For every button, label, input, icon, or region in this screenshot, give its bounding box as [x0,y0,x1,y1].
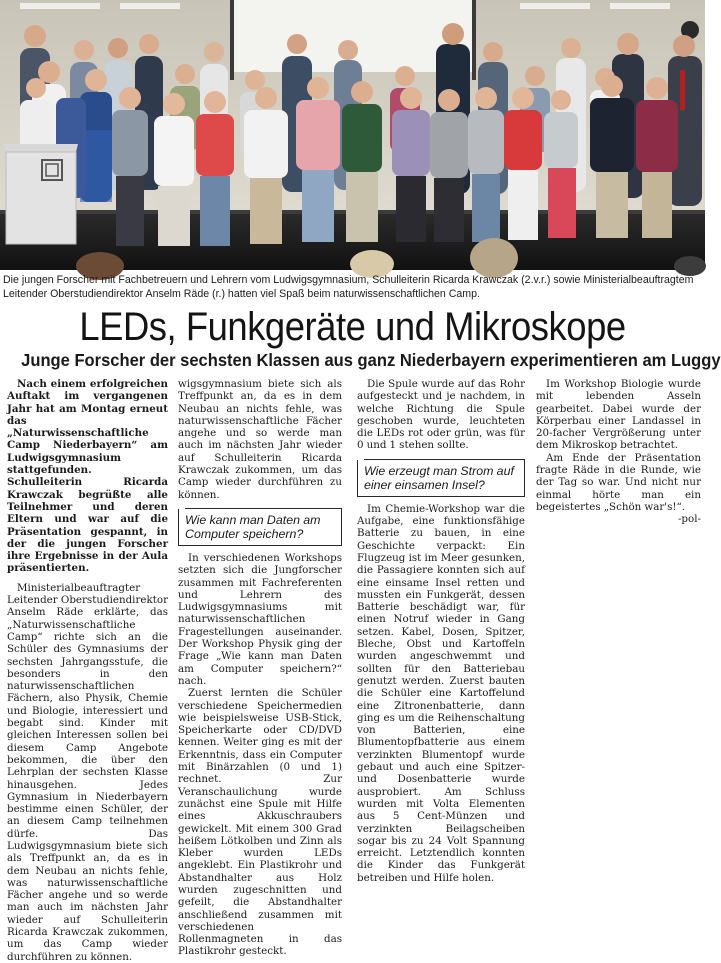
subheading-power-island: Wie erzeugt man Strom auf einer einsamen Insel? [364,463,514,493]
article-paragraph-continued: wigsgymnasium biete sich als Treffpunkt an, da es in dem Neubau an nichts fehle, was naturwissenschaftliche Fächer angehe und so werde man auch im nächsten Jahr wieder auf Schulleiterin Ricarda Krawczak zukommen, um das Camp wieder durchführen zu können. [178,378,342,501]
article-column-2 [178,378,342,958]
article-paragraph: In verschiedenen Workshops setzten sich die Jungforscher zusammen mit Fachreferenten und Lehrern des Ludwigsgymnasiums mit naturwissenschaftlichen Fragestellungen auseinander. Der Workshop Physik ging der Frage „Wie kann man Daten am Computer speichern?“ nach. [178,551,342,687]
subheading-box [357,459,525,497]
lectern [4,144,78,244]
article-column-4 [536,378,701,526]
group-photo [0,0,705,270]
photo-caption: Die jungen Forscher mit Fachbetreuern und Lehrern vom Ludwigsgymnasium, Schulleiterin Ricarda Krawczak (2.v.r.) sowie Ministerialbeauftragtem Leitender Oberstudiendirektor Anselm Räde (r.) hatten viel Spaß beim naturwissenschaftlichen Camp. [3,274,694,300]
subheading-box [178,508,342,546]
article-paragraph: Im Chemie-Workshop war die Aufgabe, eine funktionsfähige Batterie zu bauen, in eine Geschichte verpackt: Ein Flugzeug ist im Meer gesunken, die Passagiere konnten sich auf eine einsame Insel retten und mussten ein Funkgerät, dessen Batterie beschädigt war, für einen Notruf wieder in Gang setzen. Kabel, Dosen, Spitzer, Bleche, Obst und Kartoffeln wurden angeschwemmt und sollten für den Batteriebau genutzt werden. Zuerst bauten die Schüler eine Kartoffelund eine Zitronenbatterie, dann ging es um die Reihenschaltung von Batterien, eine Blumentopfbatterie aus einem verzinkten Blumentopf wurde gebaut und auch eine Spitzer- und Dosenbatterie wurde ausprobiert. Am Schluss wurden mit Volta Elementen aus 5 Cent-Münzen und verzinkten Beilagscheiben sogar bis zu 24 Volt Spannung erreicht. Letztendlich konnten die Kinder das Funkgerät betreiben und Hilfe holen. [357,502,525,884]
article-column-1 [7,378,168,963]
headline: LEDs, Funkgeräte und Mikroskope [79,305,626,349]
article-paragraph: Im Workshop Biologie wurde mit lebenden Asseln gearbeitet. Dabei wurde der Körperbau einer Landassel in 20-facher Vergrößerung unter dem Mikroskop betrachtet. [536,378,701,452]
author-signature: -pol- [677,513,701,526]
article-column-3 [357,378,525,884]
article-lead: Nach einem erfolgreichen Auftakt im vergangenen Jahr hat am Montag erneut das „Naturwissenschaftliche Camp Niederbayern“ am Ludwigsgymnasium stattgefunden. Schulleiterin Ricarda Krawczak begrüßte alle Teilnehmer und deren Eltern und war auf die Präsentation gespannt, in der die jungen Forscher ihre Ergebnisse in der Aula präsentierten. [7,378,168,575]
group-photo-illustration [0,0,705,270]
article-paragraph: Zuerst lernten die Schüler verschiedene Speichermedien wie beispielsweise USB-Stick, Speicherkarte oder CD/DVD kennen. Weiter ging es mit der Erkenntnis, dass ein Computer mit Binärzahlen (0 und 1) rechnet. Zur Veranschaulichung wurde zunächst eine Spule mit Hilfe eines Akkuschraubers gewickelt. Mit einem 300 Grad heißem Lötkolben und Zinn als Kleber wurden LEDs angeklebt. Ein Plastikrohr und Abstandhalter aus Holz wurden zugeschnitten und gefeilt, die Abstandhalter anschließend zusammen mit verschiedenen Rollenmagneten in das Plastikrohr gesteckt. [178,687,342,958]
subheadline: Junge Forscher der sechsten Klassen aus ganz Niederbayern experimentieren am Luggy [21,350,721,370]
article-paragraph: Am Ende der Präsentation fragte Räde in die Runde, wie der Tag so war. Und nicht nur einmal hörte man ein begeistertes „Schön war's!“. [536,451,701,513]
article-paragraph: Ministerialbeauftragter Leitender Oberstudiendirektor Anselm Räde erklärte, das „Naturwissenschaftliche Camp“ richte sich an die Schüler des Gymnasiums der sechsten Jahrgangsstufe, die besonders in den naturwissenschaftlichen Fächern, also Physik, Chemie und Biologie, interessiert und begabt sind. Kinder mit gleichen Interessen sollen bei diesem Camp Angebote bekommen, die über den Lehrplan der sechsten Klasse hinausgehen. Jedes Gymnasium in Niederbayern bestimme einen Schüler, der an diesem Camp teilnehmen dürfe. Das Ludwigsgymnasium biete sich als Treffpunkt an, da es in dem Neubau an nichts fehle, was naturwissenschaftliche Fächer angehe und so werde man auch im nächsten Jahr wieder auf Schulleiterin Ricarda Krawczak zukommen, um das Camp wieder durchführen zu können. [7,581,168,963]
subheading-data-storage: Wie kann man Daten am Computer speichern? [185,512,321,542]
article-paragraph: Die Spule wurde auf das Rohr aufgesteckt und je nachdem, in welche Richtung die Spule geschoben wurde, leuchteten die LEDs rot oder grün, was für 0 und 1 stehen sollte. [357,378,525,452]
